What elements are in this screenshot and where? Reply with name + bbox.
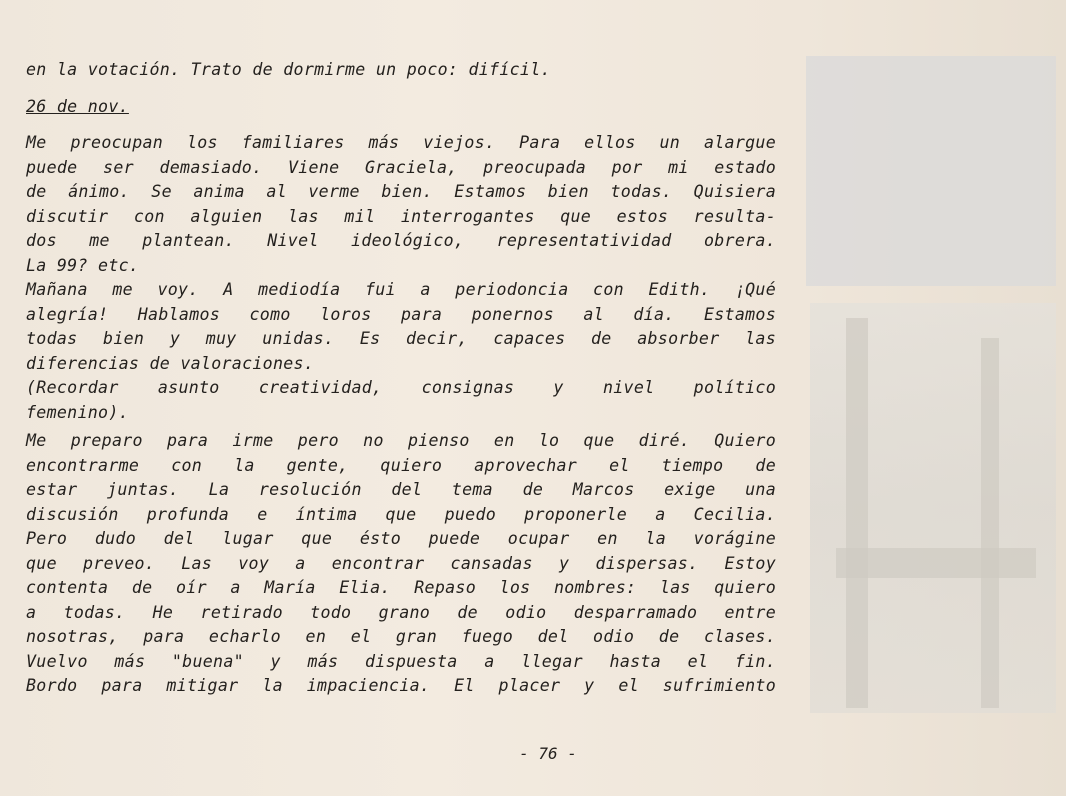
text-line: todas bien y muy unidas. Es decir, capaces de absorber las (26, 329, 776, 348)
text-line: femenino). (26, 402, 129, 422)
text-line: a todas. He retirado todo grano de odio desparramado entre (26, 602, 776, 622)
text-line: Mañana me voy. A mediodía fui a periodoncia con Edith. ¡Qué (26, 280, 776, 299)
paragraph-2 (26, 278, 776, 425)
text-line: nosotras, para echarlo en el gran fuego del odio de clases. (26, 627, 776, 646)
paragraph-1 (26, 131, 776, 278)
text-line: discutir con alguien las mil interrogantes que estos resulta- (26, 206, 776, 226)
date-heading: 26 de nov. (26, 96, 129, 116)
text-line: de ánimo. Se anima al verme bien. Estamos bien todas. Quisiera (26, 182, 776, 201)
text-line: discusión profunda e íntima que puedo proponerle a Cecilia. (26, 504, 776, 524)
text-line: en la votación. Trato de dormirme un poco: difícil. (26, 60, 551, 79)
text-line: diferencias de valoraciones. (26, 353, 315, 373)
bleed-through-images (806, 48, 1066, 728)
page-number: - 76 - (519, 744, 577, 763)
text-line: dos me plantean. Nivel ideológico, representatividad obrera. (26, 231, 776, 250)
date-heading-line (26, 95, 776, 120)
text-line: Me preocupan los familiares más viejos. Para ellos un alargue (26, 133, 776, 152)
bleed-through-shape (981, 338, 999, 708)
document-text (26, 58, 776, 699)
text-line: (Recordar asunto creatividad, consignas y nivel político (26, 378, 776, 397)
text-line: Pero dudo del lugar que ésto puede ocupar en la vorágine (26, 529, 776, 548)
text-line: Vuelvo más "buena" y más dispuesta a llegar hasta el fin. (26, 651, 776, 671)
text-line: encontrarme con la gente, quiero aprovechar el tiempo de (26, 455, 776, 475)
text-line: contenta de oír a María Elia. Repaso los nombres: las quiero (26, 578, 776, 597)
text-line: Bordo para mitigar la impaciencia. El placer y el sufrimiento (26, 676, 776, 695)
text-line: que preveo. Las voy a encontrar cansadas y dispersas. Estoy (26, 553, 776, 573)
bleed-through-photo-top (806, 56, 1056, 286)
bleed-through-shape (836, 548, 1036, 578)
paragraph-3 (26, 429, 776, 699)
text-line: puede ser demasiado. Viene Graciela, preocupada por mi estado (26, 157, 776, 177)
text-line: estar juntas. La resolución del tema de Marcos exige una (26, 480, 776, 499)
bleed-through-shape (846, 318, 868, 708)
text-line: La 99? etc. (26, 255, 140, 275)
text-line: alegría! Hablamos como loros para ponernos al día. Estamos (26, 304, 776, 324)
text-line: Me preparo para irme pero no pienso en lo que diré. Quiero (26, 431, 776, 450)
